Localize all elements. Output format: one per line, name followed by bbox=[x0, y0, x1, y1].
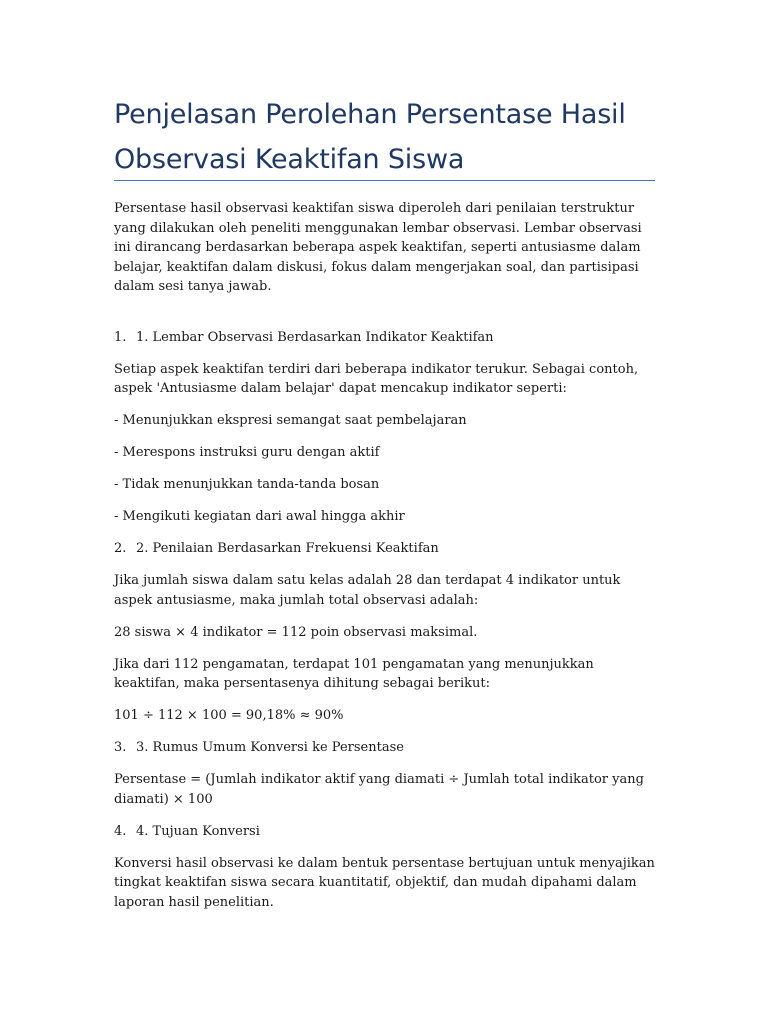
bullet-line: - Mengikuti kegiatan dari awal hingga akhir bbox=[114, 509, 405, 524]
section-number: 2. bbox=[114, 541, 127, 556]
bullet-line: - Menunjukkan ekspresi semangat saat pembelajaran bbox=[114, 413, 467, 428]
paragraph: Jika dari 112 pengamatan, terdapat 101 pengamatan yang menunjukkan keaktifan, maka persentasenya dihitung sebagai berikut: bbox=[114, 656, 594, 691]
formula-paragraph: Persentase = (Jumlah indikator aktif yang diamati ÷ Jumlah total indikator yang diamati) × 100 bbox=[114, 772, 644, 807]
paragraph: Setiap aspek keaktifan terdiri dari beberapa indikator terukur. Sebagai contoh, aspek 'Antusiasme dalam belajar' dapat mencakup indikator seperti: bbox=[114, 361, 639, 396]
section-heading-1 bbox=[114, 328, 655, 348]
section-heading-2 bbox=[114, 539, 655, 559]
section-heading-text: 2. Penilaian Berdasarkan Frekuensi Keaktifan bbox=[136, 541, 439, 556]
title-divider bbox=[114, 180, 655, 181]
paragraph: Jika jumlah siswa dalam satu kelas adalah 28 dan terdapat 4 indikator untuk aspek antusiasme, maka jumlah total observasi adalah: bbox=[114, 573, 621, 608]
formula-line: 28 siswa × 4 indikator = 112 poin observasi maksimal. bbox=[114, 624, 478, 640]
intro-paragraph: Persentase hasil observasi keaktifan siswa diperoleh dari penilaian terstruktur yang dilakukan oleh peneliti menggunakan lembar observasi. Lembar observasi ini dirancang berdasarkan beberapa aspek keaktifan, seperti antusiasme dalam belajar, keaktifan dalam diskusi, fokus dalam mengerjakan soal, dan partisipasi dalam sesi tanya jawab. bbox=[114, 201, 642, 294]
section-number: 4. bbox=[114, 823, 127, 839]
section-heading-4 bbox=[114, 822, 655, 842]
formula-line: 101 ÷ 112 × 100 = 90,18% ≈ 90% bbox=[114, 708, 344, 723]
bullet-line: - Tidak menunjukkan tanda-tanda bosan bbox=[114, 477, 380, 492]
bullet-line: - Merespons instruksi guru dengan aktif bbox=[114, 445, 380, 460]
section-heading-text: 4. Tujuan Konversi bbox=[136, 823, 260, 839]
section-number: 1. bbox=[114, 329, 127, 345]
section-heading-3 bbox=[114, 738, 655, 758]
section-heading-text: 3. Rumus Umum Konversi ke Persentase bbox=[136, 740, 404, 755]
document-title: Penjelasan Perolehan Persentase Hasil Observasi Keaktifan Siswa bbox=[114, 99, 626, 175]
paragraph: Konversi hasil observasi ke dalam bentuk persentase bertujuan untuk menyajikan tingkat keaktifan siswa secara kuantitatif, objektif, dan mudah dipahami dalam laporan hasil penelitian. bbox=[114, 855, 655, 910]
section-heading-text: 1. Lembar Observasi Berdasarkan Indikator Keaktifan bbox=[136, 329, 494, 345]
document-body bbox=[114, 199, 655, 925]
section-number: 3. bbox=[114, 740, 127, 755]
